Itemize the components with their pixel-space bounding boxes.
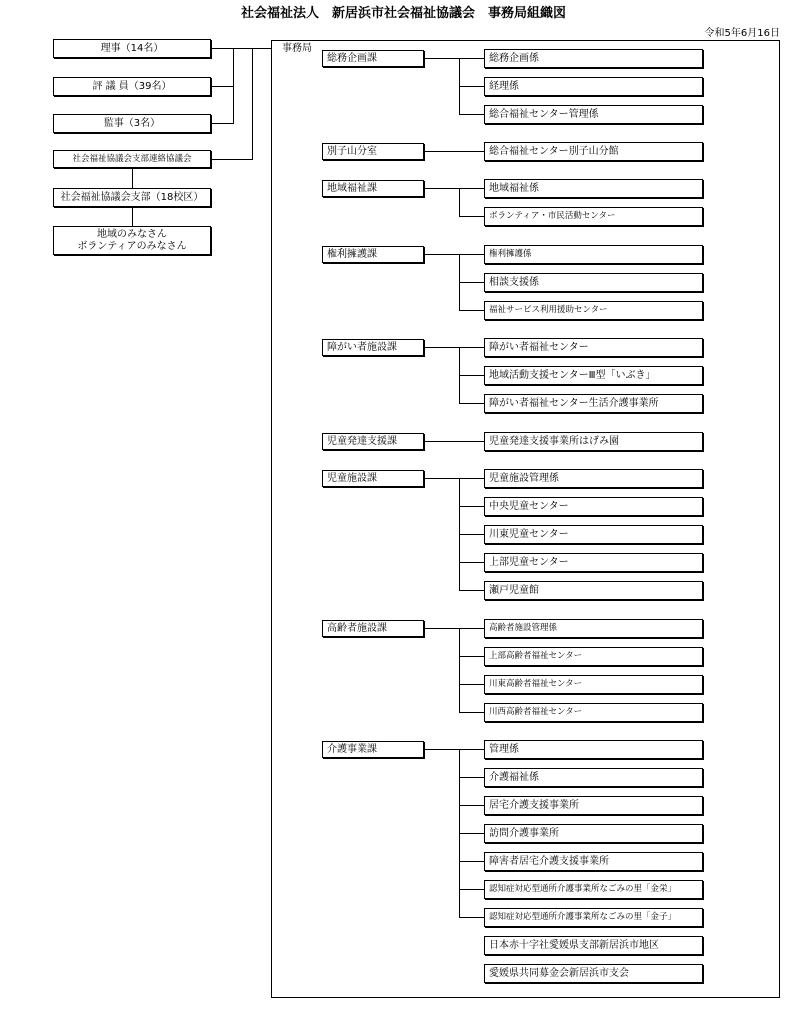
connector-line [459,656,484,657]
connector-line [459,833,484,834]
connector-line [424,347,459,348]
connector-line [459,188,460,217]
connector-line [459,441,484,442]
connector-line [459,282,484,283]
community-residents-label: 地域のみなさん [97,228,167,240]
unit-box: 経理係 [484,77,703,96]
branch-liaison-council-box: 社会福祉協議会支部連絡協議会 [53,150,211,168]
connector-line [459,403,484,404]
connector-line [424,58,459,59]
unit-box: 地域福祉係 [484,179,703,198]
connector-line [252,48,253,160]
unit-box: 川東高齢者福祉センター [484,675,703,694]
connector-line [459,478,484,479]
affiliate-box: 日本赤十字社愛媛県支部新居浜市地区 [484,936,703,955]
connector-line [132,168,133,188]
unit-box: 障がい者福祉センター [484,338,703,357]
connector-line [459,86,484,87]
unit-box: 障害者居宅介護支援事業所 [484,852,703,871]
connector-line [459,506,484,507]
connector-line [424,749,459,750]
connector-line [459,151,484,152]
unit-box: 児童施設管理係 [484,469,703,488]
department-box: 総務企画課 [322,50,424,67]
connector-line [459,777,484,778]
unit-box: 上部高齢者福祉センター [484,647,703,666]
secretariat-label: 事務局 [282,43,312,54]
unit-box: 総務企画係 [484,49,703,68]
unit-box: 川東児童センター [484,525,703,544]
connector-line [211,48,271,49]
affiliate-box: 愛媛県共同募金会新居浜市支会 [484,964,703,983]
unit-box: 認知症対応型通所介護事業所なごみの里「金栄」 [484,880,703,899]
connector-line [459,254,484,255]
connector-line [459,590,484,591]
connector-line [459,534,484,535]
branch-council-box: 社会福祉協議会支部（18校区） [53,188,211,207]
connector-line [459,712,484,713]
connector-line [459,188,484,189]
connector-line [459,917,484,918]
connector-line [459,216,484,217]
connector-line [132,207,133,226]
unit-box: 地域活動支援センターⅢ型「いぶき」 [484,366,703,385]
board-councilors-box: 評 議 員（39名） [53,77,211,96]
connector-line [459,684,484,685]
department-box: 児童施設課 [322,470,424,487]
unit-box: 認知症対応型通所介護事業所なごみの里「金子」 [484,908,703,927]
unit-box: 訪問介護事業所 [484,824,703,843]
unit-box: 総合福祉センター管理係 [484,105,703,124]
connector-line [459,889,484,890]
connector-line [424,441,459,442]
board-directors-box: 理事（14名） [53,39,211,58]
unit-box: 総合福祉センター別子山分館 [484,142,703,161]
board-auditors-box: 監事（3名） [53,114,211,133]
connector-line [211,123,234,124]
connector-line [459,375,484,376]
connector-line [459,347,484,348]
community-volunteers-label: ボランティアのみなさん [77,240,187,252]
unit-box: 福祉サービス利用援助センター [484,301,703,320]
department-box: 児童発達支援課 [322,433,424,450]
unit-box: 障がい者福祉センター生活介護事業所 [484,394,703,413]
department-box: 介護事業課 [322,741,424,758]
unit-box: 瀬戸児童館 [484,581,703,600]
connector-line [459,562,484,563]
connector-line [459,628,460,713]
connector-line [424,188,459,189]
unit-box: 上部児童センター [484,553,703,572]
connector-line [459,861,484,862]
unit-box: ボランティア・市民活動センター [484,207,703,226]
unit-box: 児童発達支援事業所はげみ園 [484,432,703,451]
connector-line [424,478,459,479]
connector-line [424,628,459,629]
connector-line [424,254,459,255]
connector-line [233,48,234,124]
department-box: 地域福祉課 [322,180,424,197]
connector-line [459,58,484,59]
department-box: 権利擁護課 [322,246,424,263]
connector-line [459,628,484,629]
revision-date: 令和5年6月16日 [704,28,780,39]
connector-line [211,86,233,87]
unit-box: 居宅介護支援事業所 [484,796,703,815]
unit-box: 権利擁護係 [484,245,703,264]
connector-line [459,114,484,115]
department-box: 障がい者施設課 [322,339,424,356]
community-box [53,226,211,255]
unit-box: 川西高齢者福祉センター [484,703,703,722]
connector-line [459,805,484,806]
unit-box: 高齢者施設管理係 [484,619,703,638]
unit-box: 相談支援係 [484,273,703,292]
department-box: 別子山分室 [322,143,424,160]
unit-box: 管理係 [484,740,703,759]
connector-line [424,151,459,152]
connector-line [459,749,484,750]
connector-line [459,310,484,311]
unit-box: 中央児童センター [484,497,703,516]
chart-title: 社会福祉法人 新居浜市社会福祉協議会 事務局組織図 [240,6,566,21]
connector-line [211,159,253,160]
unit-box: 介護福祉係 [484,768,703,787]
department-box: 高齢者施設課 [322,620,424,637]
